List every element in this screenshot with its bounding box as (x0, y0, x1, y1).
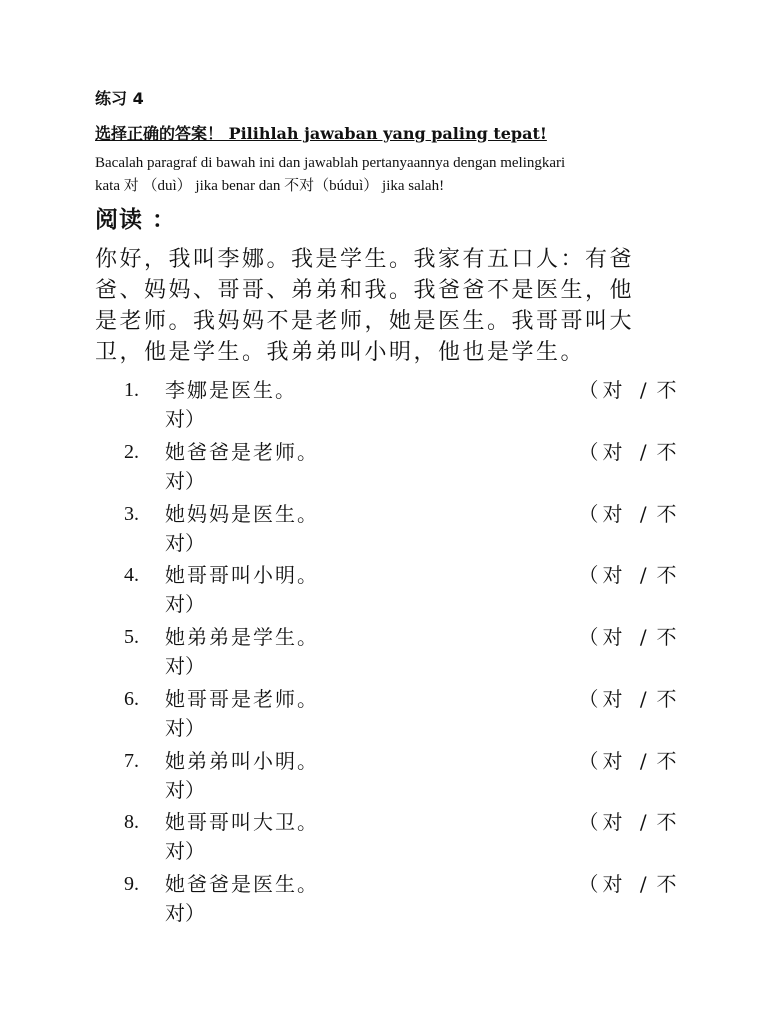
choice-slash: / (639, 439, 648, 464)
choice-false-end[interactable]: 对） (165, 654, 205, 678)
reading-passage (95, 244, 677, 368)
question-text: 她哥哥是老师。 (165, 686, 319, 711)
choice-open-bracket: （ (578, 810, 599, 835)
question-list (95, 375, 677, 931)
answer-choice (579, 622, 678, 652)
instruction-subtext-line: Bacalah paragraf di bawah ini dan jawablah pertanyaannya dengan melingkari (95, 155, 566, 171)
question-number: 5. (124, 626, 139, 648)
passage-line: 你好，我叫李娜。我是学生。我家有五口人：有爸 (95, 247, 635, 272)
question-text: 她弟弟叫小明。 (165, 748, 319, 773)
question-text: 她爸爸是老师。 (165, 439, 319, 464)
question-item (95, 869, 677, 931)
choice-slash: / (639, 748, 648, 773)
choice-false-end[interactable]: 对） (165, 715, 205, 740)
choice-slash: / (639, 686, 648, 711)
choice-slash: / (639, 563, 648, 588)
answer-choice (579, 869, 678, 899)
question-number: 8. (124, 811, 139, 834)
choice-false-end[interactable]: 对） (165, 777, 205, 802)
choice-open-bracket: （ (578, 439, 599, 464)
choice-true[interactable]: 对 (602, 686, 623, 711)
question-text: 她哥哥叫大卫。 (165, 810, 319, 835)
answer-choice (579, 684, 678, 714)
choice-false-start[interactable]: 不 (656, 686, 677, 711)
question-item (95, 499, 677, 561)
question-item (95, 560, 677, 622)
choice-open-bracket: （ (578, 563, 599, 588)
choice-slash: / (639, 378, 648, 402)
choice-false-start[interactable]: 不 (656, 378, 677, 402)
question-number: 9. (124, 873, 139, 895)
passage-line: 爸、妈妈、哥哥、弟弟和我。我爸爸不是医生，他 (95, 278, 635, 303)
choice-true[interactable]: 对 (602, 625, 623, 649)
choice-false-end[interactable]: 对） (165, 530, 205, 555)
choice-false-end[interactable]: 对） (165, 839, 205, 864)
choice-false-start[interactable]: 不 (656, 748, 677, 773)
choice-false-start[interactable]: 不 (656, 501, 677, 526)
question-text: 她哥哥叫小明。 (165, 563, 319, 588)
answer-choice (579, 746, 678, 776)
choice-false-end[interactable]: 对） (165, 901, 205, 925)
question-item (95, 375, 677, 437)
choice-slash: / (639, 872, 648, 896)
answer-choice (579, 499, 678, 529)
choice-true[interactable]: 对 (602, 872, 623, 896)
choice-true[interactable]: 对 (602, 439, 623, 464)
choice-false-start[interactable]: 不 (656, 810, 677, 835)
instruction-subtext (95, 152, 677, 198)
question-number: 1. (124, 379, 139, 401)
choice-true[interactable]: 对 (602, 378, 623, 402)
question-item (95, 622, 677, 684)
choice-false-end[interactable]: 对） (165, 407, 205, 431)
choice-slash: / (639, 625, 648, 649)
choice-false-start[interactable]: 不 (656, 872, 677, 896)
instruction-heading: 选择正确的答案！ Pilihlah jawaban yang paling tepat! (95, 124, 547, 143)
choice-true[interactable]: 对 (602, 501, 623, 526)
question-number: 3. (124, 502, 139, 525)
question-item (95, 437, 677, 499)
question-number: 6. (124, 687, 139, 710)
choice-false-start[interactable]: 不 (656, 563, 677, 588)
choice-false-end[interactable]: 对） (165, 592, 205, 617)
choice-open-bracket: （ (578, 378, 599, 402)
answer-choice (579, 437, 678, 467)
choice-open-bracket: （ (578, 501, 599, 526)
question-number: 2. (124, 440, 139, 463)
passage-line: 卫，他是学生。我弟弟叫小明，他也是学生。 (95, 340, 586, 365)
choice-slash: / (639, 810, 648, 835)
question-item (95, 807, 677, 869)
choice-open-bracket: （ (578, 872, 599, 896)
choice-false-start[interactable]: 不 (656, 625, 677, 649)
question-text: 她爸爸是医生。 (165, 872, 319, 896)
answer-choice (579, 375, 678, 405)
instruction-subtext-line: kata 对 （duì） jika benar dan 不对（búduì） jika salah! (95, 178, 445, 194)
question-number: 7. (124, 749, 139, 772)
answer-choice (579, 807, 678, 837)
choice-open-bracket: （ (578, 748, 599, 773)
question-number: 4. (124, 564, 139, 587)
question-text: 她弟弟是学生。 (165, 625, 319, 649)
passage-line: 是老师。我妈妈不是老师，她是医生。我哥哥叫大 (95, 309, 635, 334)
choice-true[interactable]: 对 (602, 748, 623, 773)
choice-true[interactable]: 对 (602, 810, 623, 835)
answer-choice (579, 560, 678, 590)
choice-open-bracket: （ (578, 686, 599, 711)
choice-true[interactable]: 对 (602, 563, 623, 588)
reading-label: 阅读 ： (95, 206, 177, 233)
question-text: 李娜是医生。 (165, 378, 297, 402)
choice-slash: / (639, 501, 648, 526)
exercise-title: 练习 4 (95, 89, 144, 108)
choice-open-bracket: （ (578, 625, 599, 649)
choice-false-start[interactable]: 不 (656, 439, 677, 464)
question-item (95, 746, 677, 808)
choice-false-end[interactable]: 对） (165, 468, 205, 493)
question-item (95, 684, 677, 746)
question-text: 她妈妈是医生。 (165, 501, 319, 526)
